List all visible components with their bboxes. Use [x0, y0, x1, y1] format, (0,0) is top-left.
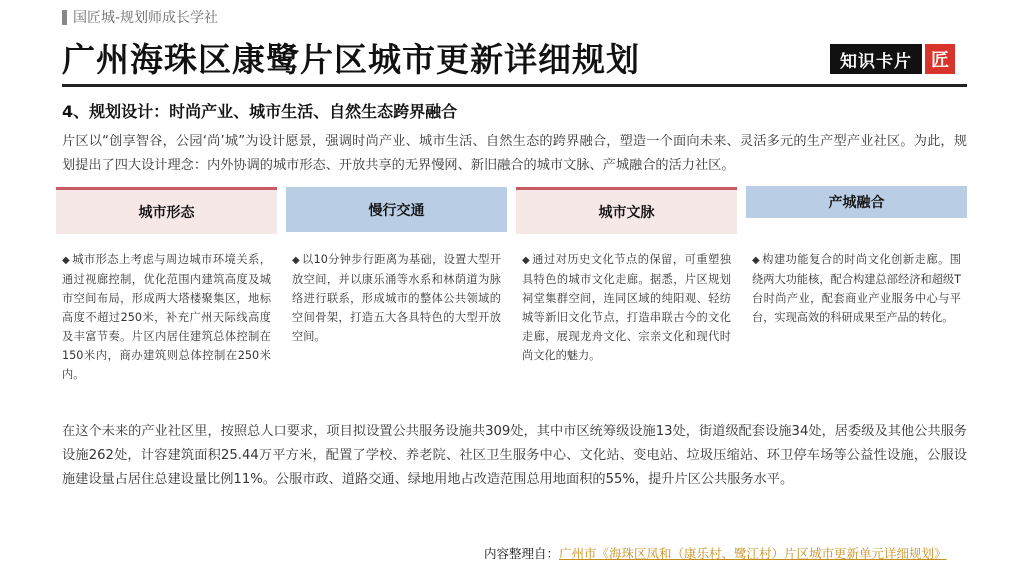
brand-label	[62, 7, 218, 27]
column-header-slow-traffic: 慢行交通	[286, 187, 507, 232]
source-credit	[484, 544, 947, 562]
closing-paragraph: 在这个未来的产业社区里，按照总人口要求，项目拟设置公共服务设施共309处，其中市区统筹级设施13处，街道级配套设施34处，居委级及其他公共服务设施262处，计容建筑面积25.44万平方米，配置了学校、养老院、社区卫生服务中心、文化站、变电站、垃圾压缩站、环卫停车场等公益性设施，公服设施建设量占居住总建设量比例11%。公服市政、道路交通、绿地用地占改造范围总用地面积的55%，提升片区公共服务水平。	[62, 424, 967, 487]
diamond-bullet-icon: ◆	[292, 255, 301, 266]
source-link[interactable]: 广州市《海珠区凤和（康乐村、鹭江村）片区城市更新单元详细规划》	[559, 546, 947, 561]
column-text: 以10分钟步行距离为基础，设置大型开放空间，并以康乐涌等水系和林荫道为脉络进行联系，形成城市的整体公共领域的空间骨架，打造五大各具特色的大型开放空间。	[292, 253, 501, 343]
badge-text: 知识卡片	[830, 44, 922, 74]
column-body-industry-city	[752, 250, 961, 327]
column-body-slow-traffic	[292, 250, 501, 346]
section-heading: 4、规划设计：时尚产业、城市生活、自然生态跨界融合	[62, 102, 458, 121]
column-header-urban-culture: 城市文脉	[516, 187, 737, 234]
diamond-bullet-icon: ◆	[62, 255, 71, 266]
source-label: 内容整理自：	[484, 546, 560, 561]
column-body-urban-culture	[522, 250, 731, 365]
intro-paragraph: 片区以“创享智谷，公园‘尚’城”为设计愿景，强调时尚产业、城市生活、自然生态的跨界融合，塑造一个面向未来、灵活多元的生产型产业社区。为此，规划提出了四大设计理念：内外协调的城市形态、开放共享的无界慢网、新旧融合的城市文脉、产城融合的活力社区。	[62, 134, 967, 173]
column-header-urban-form: 城市形态	[56, 187, 277, 234]
diamond-bullet-icon: ◆	[752, 255, 761, 266]
title-divider	[62, 84, 967, 87]
knowledge-card-badge	[830, 44, 955, 74]
brand-text: 国匠城-规划师成长学社	[73, 10, 219, 26]
column-header-industry-city: 产城融合	[746, 186, 967, 218]
page-title: 广州海珠区康鹭片区城市更新详细规划	[62, 40, 640, 79]
column-body-urban-form	[62, 250, 271, 384]
guojiang-logo-icon: 匠	[925, 44, 955, 74]
column-text: 城市形态上考虑与周边城市环境关系，通过视廊控制，优化范围内建筑高度及城市空间布局，形成两大塔楼聚集区，地标高度不超过250米，补充广州天际线高度及丰富节奏。片区内居住建筑总体控制在150米内，商办建筑则总体控制在250米内。	[62, 253, 271, 381]
brand-bar-icon	[62, 10, 67, 25]
diamond-bullet-icon: ◆	[522, 255, 531, 266]
column-text: 构建功能复合的时尚文化创新走廊。围绕两大功能核，配合构建总部经济和超级T台时尚产业，配套商业产业服务中心与平台，实现高效的科研成果至产品的转化。	[752, 253, 961, 324]
column-text: 通过对历史文化节点的保留，可重塑独具特色的城市文化走廊。据悉，片区规划祠堂集群空间，连同区域的纯阳观、轻纺城等新旧文化节点，打造串联古今的文化走廊，展现龙舟文化、宗亲文化和现代时尚文化的魅力。	[522, 253, 731, 362]
